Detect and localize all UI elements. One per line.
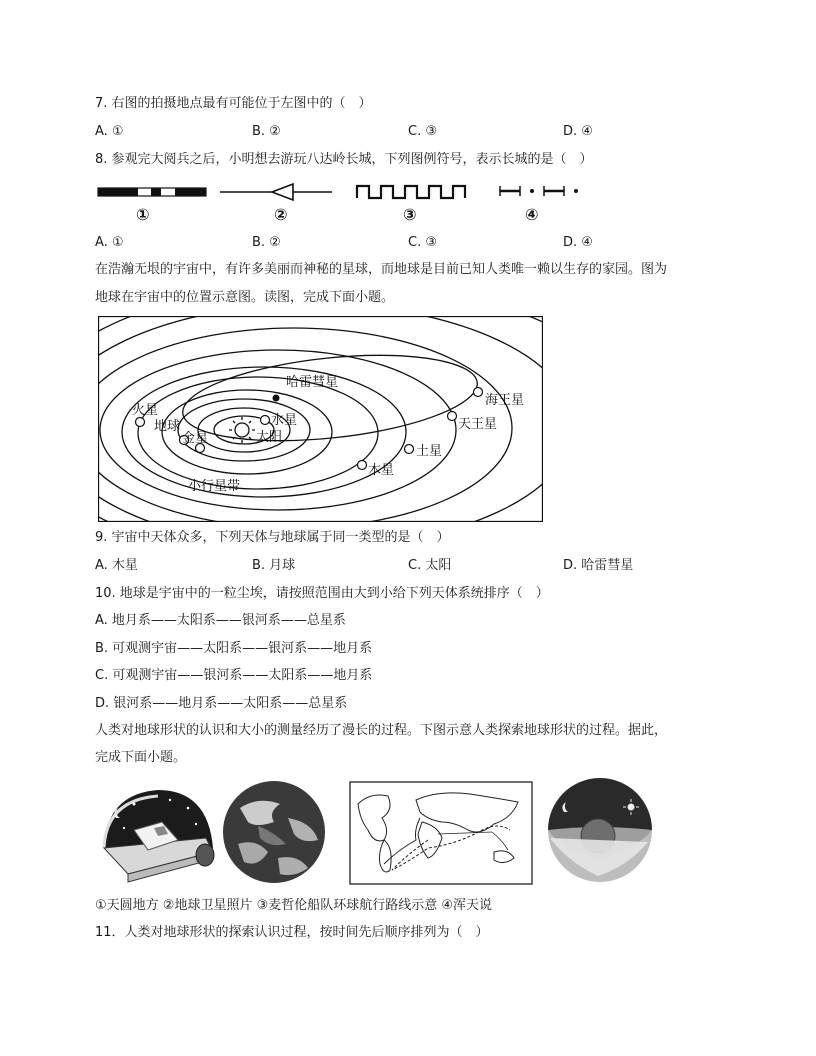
- label-jupiter: 木星: [368, 463, 395, 478]
- uranus-marker: [448, 412, 457, 421]
- neptune-marker: [474, 388, 483, 397]
- round-heaven-square-earth-image: [104, 790, 214, 882]
- label-saturn: 土星: [416, 444, 443, 459]
- question-11-stem: 11．人类对地球形状的探索认识过程，按时间先后顺序排列为（ ）: [95, 925, 489, 940]
- label-earth: 地球: [154, 419, 181, 434]
- magellan-voyage-route-map: [350, 782, 532, 884]
- q7-option-d: D. ④: [563, 124, 593, 139]
- question-7-stem: 7. 右图的拍摄地点最有可能位于左图中的（ ）: [95, 96, 372, 111]
- q8-option-d: D. ④: [563, 235, 593, 250]
- celestial-sphere-theory-image: [548, 778, 652, 882]
- label-uranus: 天王星: [458, 417, 498, 432]
- q7-option-a: A. ①: [95, 124, 124, 139]
- mercury-marker: [261, 416, 270, 425]
- symbol-label-4: ④: [525, 205, 539, 224]
- q9-option-b: B. 月球: [252, 558, 296, 573]
- solar-system-diagram: [98, 316, 543, 522]
- orbit-halley-comet: [179, 343, 482, 454]
- q8-option-b: B. ②: [252, 235, 281, 250]
- question-10-stem: 10. 地球是宇宙中的一粒尘埃，请按照范围由大到小给下列天体系统排序（ ）: [95, 586, 549, 601]
- passage-2-line-1: 人类对地球形状的认识和大小的测量经历了漫长的过程。下图示意人类探索地球形状的过程。据此，: [95, 723, 668, 738]
- passage-1-line-1: 在浩瀚无垠的宇宙中，有许多美丽而神秘的星球，而地球是目前已知人类唯一赖以生存的家园。图为: [95, 262, 668, 277]
- passage-2-line-2: 完成下面小题。: [95, 750, 187, 765]
- legend-symbol-4: [500, 186, 578, 196]
- q7-option-c: C. ③: [408, 124, 437, 139]
- halley-comet-marker: [273, 395, 280, 402]
- q10-option-b: B. 可观测宇宙——太阳系——银河系——地月系: [95, 641, 373, 656]
- q8-option-c: C. ③: [408, 235, 437, 250]
- map-legend-symbols: [95, 178, 595, 208]
- q9-option-c: C. 太阳: [408, 558, 452, 573]
- label-asteroid-belt: 小行星带: [188, 479, 241, 494]
- jupiter-marker: [358, 461, 367, 470]
- label-neptune: 海王星: [485, 393, 525, 408]
- mars-marker: [136, 418, 145, 427]
- earth-satellite-photo-image: [223, 781, 325, 883]
- label-halley-comet: 哈雷彗星: [286, 375, 339, 390]
- q8-option-a: A. ①: [95, 235, 124, 250]
- q10-option-c: C. 可观测宇宙——银河系——太阳系——地月系: [95, 668, 373, 683]
- passage-1-line-2: 地球在宇宙中的位置示意图。读图，完成下面小题。: [95, 290, 395, 305]
- label-mars: 火星: [132, 403, 159, 418]
- q9-option-a: A. 木星: [95, 558, 138, 573]
- label-venus: 金星: [182, 431, 209, 446]
- question-8-stem: 8. 参观完大阅兵之后，小明想去游玩八达岭长城，下列图例符号，表示长城的是（ ）: [95, 152, 593, 167]
- q10-option-d: D. 银河系——地月系——太阳系——总星系: [95, 696, 348, 711]
- q7-option-b: B. ②: [252, 124, 281, 139]
- label-mercury: 水星: [271, 413, 298, 428]
- symbol-label-2: ②: [274, 205, 288, 224]
- question-9-stem: 9. 宇宙中天体众多，下列天体与地球属于同一类型的是（ ）: [95, 530, 450, 545]
- earth-shape-pictures: [98, 778, 658, 890]
- saturn-marker: [405, 445, 414, 454]
- legend-symbol-1: [98, 188, 206, 196]
- legend-symbol-2: [220, 184, 332, 200]
- label-sun: 太阳: [256, 430, 283, 445]
- pictures-caption: ①天圆地方 ②地球卫星照片 ③麦哲伦船队环球航行路线示意 ④浑天说: [95, 898, 493, 913]
- q9-option-d: D. 哈雷彗星: [563, 558, 634, 573]
- symbol-label-1: ①: [136, 205, 150, 224]
- q10-option-a: A. 地月系——太阳系——银河系——总星系: [95, 613, 346, 628]
- legend-symbol-3: [357, 186, 465, 198]
- symbol-label-3: ③: [403, 205, 417, 224]
